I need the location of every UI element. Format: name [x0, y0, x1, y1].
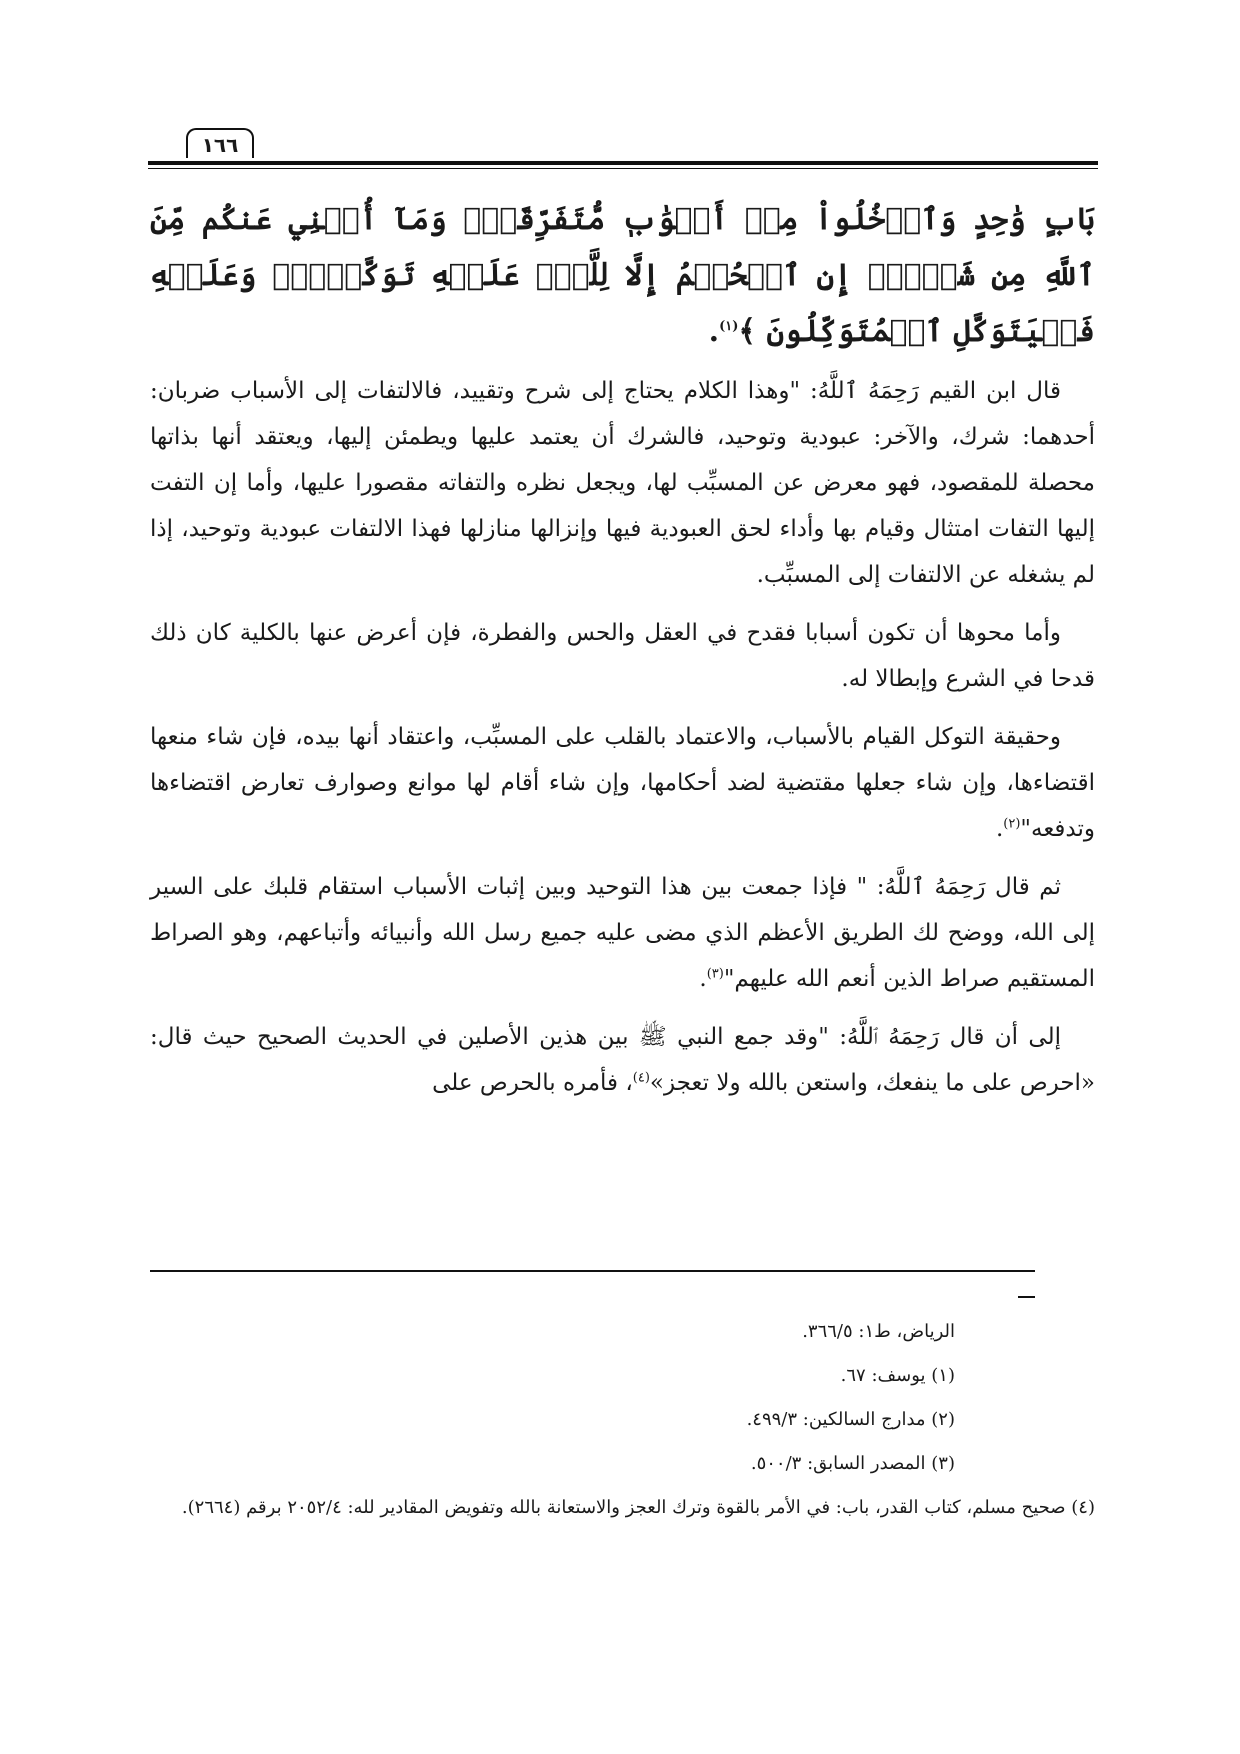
footnote-continuation-mark: [1018, 1296, 1035, 1298]
footnote: (٤) صحيح مسلم، كتاب القدر، باب: في الأمر بالقوة وترك العجز والاستعانة بالله وتفويض المقادير لله: ٢٠٥٢/٤ برقم (٢٦٦٤).: [181, 1497, 1095, 1518]
footnote: الرياض، ط١: ٣٦٦/٥.: [802, 1321, 955, 1342]
quran-verse-text: بَابٍ وَٰحِدٍ وَٱدۡخُلُواْ مِنۡ أَبۡوَٰبٖ مُّتَفَرِّقَةٖۖ وَمَآ أُغۡنِي عَنكُم مِّنَ ٱللَّهِ مِن شَيۡءٍۖ إِنِ ٱلۡحُكۡمُ إِلَّا لِلَّهِۖ عَلَيۡهِ تَوَكَّلۡتُۖ وَعَلَيۡهِ فَلۡيَتَوَكَّلِ ٱلۡمُتَوَكِّلُونَ ﴾: [150, 202, 1095, 349]
quran-verse: بَابٍ وَٰحِدٍ وَٱدۡخُلُواْ مِنۡ أَبۡوَٰبٖ مُّتَفَرِّقَةٖۖ وَمَآ أُغۡنِي عَنكُم مِّنَ ٱللَّهِ مِن شَيۡءٍۖ إِنِ ٱلۡحُكۡمُ إِلَّا لِلَّهِۖ عَلَيۡهِ تَوَكَّلۡتُۖ وَعَلَيۡهِ فَلۡيَتَوَكَّلِ ٱلۡمُتَوَكِّلُونَ ﴾$^{(١)}$.: [150, 202, 1095, 349]
page-header: [148, 128, 1098, 168]
paragraph: [150, 610, 1095, 702]
paragraph: [150, 368, 1095, 598]
footnote-ref: (٤): [632, 1070, 650, 1086]
footnote-ref: (١): [719, 319, 739, 334]
footnotes: [150, 1310, 1095, 1530]
paragraph: [150, 1014, 1095, 1106]
page-body: [150, 192, 1095, 1118]
footnote-ref: (٢): [1003, 816, 1021, 832]
footnote-ref: (٣): [706, 966, 724, 982]
page-number: ١٦٦: [186, 128, 254, 158]
paragraph-text: إلى أن قال رَحِمَهُ ٱللَّهُ: "وقد جمع النبي ﷺ بين هذين الأصلين في الحديث الصحيح حيث قال: «احرص على ما ينفعك، واستعن بالله ولا تعجز»: [150, 1024, 1095, 1096]
paragraph-text-tail: ، فأمره بالحرص على: [432, 1070, 633, 1096]
header-rule-thin: [148, 168, 1098, 169]
footnote: (١) يوسف: ٦٧.: [840, 1365, 955, 1386]
paragraph: وحقيقة التوكل القيام بالأسباب، والاعتماد بالقلب على المسبِّب، واعتقاد أنها بيده، فإن شاء منعها اقتضاءها، وإن شاء جعلها مقتضية لضد أحكامها، وإن شاء أقام لها موانع وصوارف تعارض اقتضاءها وتدفعه"$^{(٢)}$.: [150, 724, 1095, 842]
paragraph-text: وحقيقة التوكل القيام بالأسباب، والاعتماد بالقلب على المسبِّب، واعتقاد أنها بيده، فإن شاء منعها اقتضاءها، وإن شاء جعلها مقتضية لضد أحكامها، وإن شاء أقام لها موانع وصوارف تعارض اقتضاءها وتدفعه": [150, 724, 1095, 842]
paragraph-text: وأما محوها أن تكون أسبابا فقدح في العقل والحس والفطرة، فإن أعرض عنها بالكلية كان ذلك قدحا في الشرع وإبطالا له.: [150, 620, 1095, 692]
paragraph-text: ثم قال رَحِمَهُ ٱللَّهُ: " فإذا جمعت بين هذا التوحيد وبين إثبات الأسباب استقام قلبك على السير إلى الله، ووضح لك الطريق الأعظم الذي مضى عليه جميع رسل الله وأنبيائه وأتباعهم، وهو الصراط المستقيم صراط الذين أنعم الله عليهم": [150, 874, 1095, 992]
footnote-separator: [150, 1270, 1035, 1272]
paragraph: ثم قال رَحِمَهُ ٱللَّهُ: " فإذا جمعت بين هذا التوحيد وبين إثبات الأسباب استقام قلبك على السير إلى الله، ووضح لك الطريق الأعظم الذي مضى عليه جميع رسل الله وأنبيائه وأتباعهم، وهو الصراط المستقيم صراط الذين أنعم الله عليهم"$^{(٣)}$.: [150, 874, 1095, 992]
paragraph-text: قال ابن القيم رَحِمَهُ ٱللَّهُ: "وهذا الكلام يحتاج إلى شرح وتقييد، فالالتفات إلى الأسباب ضربان: أحدهما: شرك، والآخر: عبودية وتوحيد، فالشرك أن يعتمد عليها ويطمئن إليها، ويعتقد أنها بذاتها محصلة للمقصود، فهو معرض عن المسبِّب لها، ويجعل نظره والتفاته مقصورا عليها، وأما إن التفت إليها التفات امتثال وقيام بها وأداء لحق العبودية فيها وإنزالها منازلها فهذا الالتفات عبودية وتوحيد، إذا لم يشغله عن الالتفات إلى المسبِّب.: [150, 378, 1095, 588]
footnote: (٢) مدارج السالكين: ٤٩٩/٣.: [746, 1409, 955, 1430]
footnote: (٣) المصدر السابق: ٥٠٠/٣.: [750, 1453, 955, 1474]
header-rule-thick: [148, 161, 1098, 165]
